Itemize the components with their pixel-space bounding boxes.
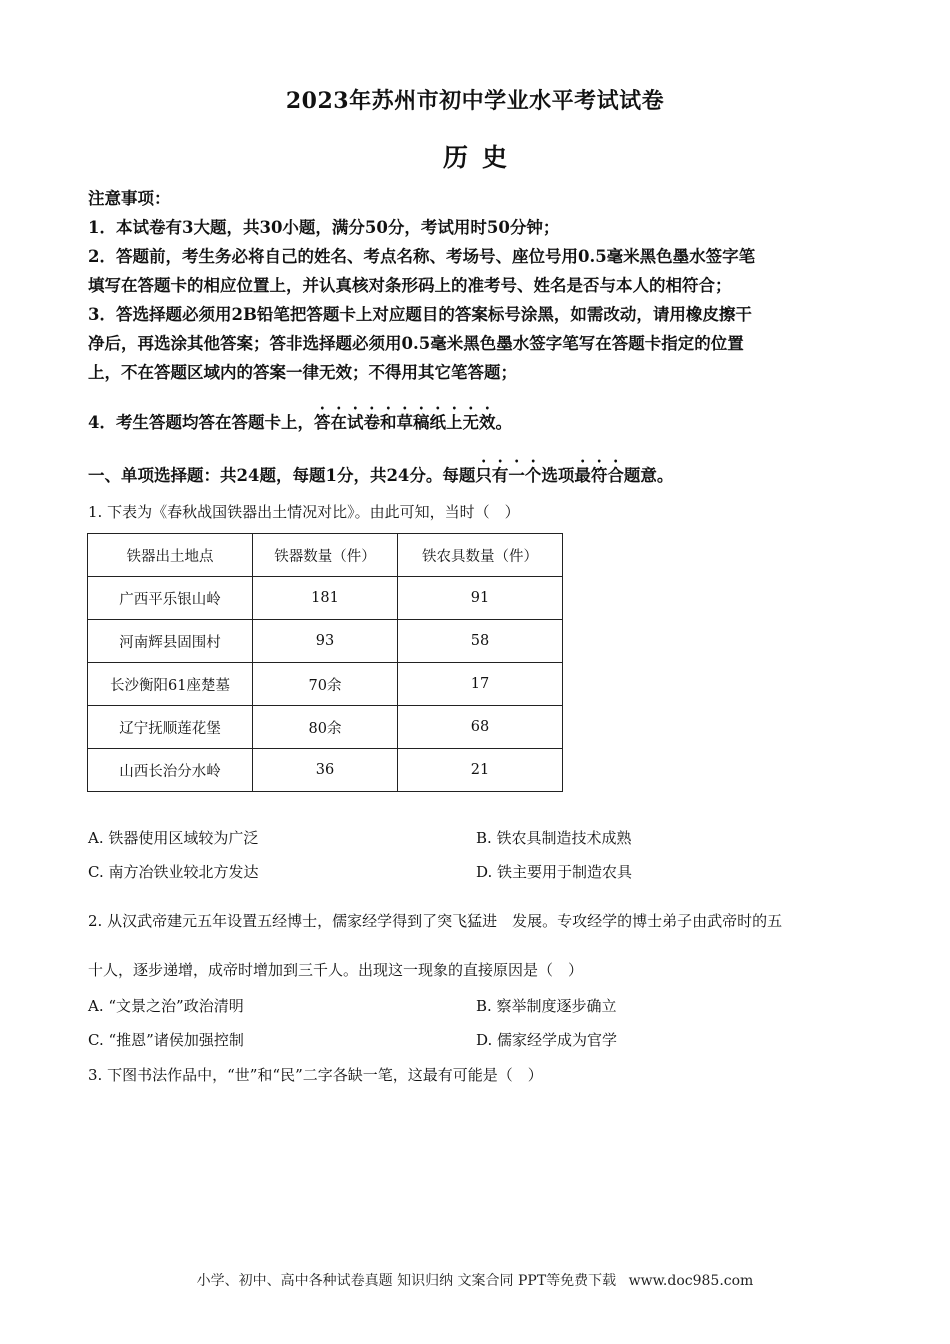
q2-option-c: C. “推恩”诸侯加强控制 — [88, 1031, 244, 1049]
table-row — [88, 577, 563, 620]
table-cell: 70余 — [253, 663, 398, 706]
table-cell: 91 — [398, 577, 563, 620]
q1-option-b: B. 铁农具制造技术成熟 — [476, 829, 632, 847]
q2-option-d: D. 儒家经学成为官学 — [476, 1031, 618, 1049]
section-1-emphasis-2: 最符合 — [574, 466, 624, 485]
table-cell: 广西平乐银山岭 — [88, 577, 253, 620]
q1-option-c: C. 南方冶铁业较北方发达 — [88, 863, 259, 881]
note-2-line-1: 2．答题前，考生务必将自己的姓名、考点名称、考场号、座位号用0.5毫米黑色墨水签字笔 — [88, 247, 756, 266]
footer-url[interactable]: www.doc985.com — [628, 1273, 754, 1289]
table-cell: 181 — [253, 577, 398, 620]
table-cell: 36 — [253, 749, 398, 792]
section-1-emphasis-1: 只有一个 — [475, 466, 542, 485]
section-1-mid: 选项 — [541, 466, 575, 485]
note-4 — [88, 403, 868, 437]
table-cell: 21 — [398, 749, 563, 792]
section-1-pre: 一、单项选择题：共24题，每题1分，共24分。每题 — [88, 466, 476, 485]
exam-title: 2023年苏州市初中学业水平考试试卷 — [285, 88, 665, 114]
table-header-cell: 铁器数量（件） — [253, 534, 398, 577]
table-row — [88, 663, 563, 706]
note-3-line-3: 上，不在答题区域内的答案一律无效；不得用其它笔答题； — [88, 363, 517, 382]
table-row — [88, 706, 563, 749]
q2-option-a: A. “文景之治”政治清明 — [88, 997, 244, 1015]
table-cell: 68 — [398, 706, 563, 749]
table-header-cell: 铁农具数量（件） — [398, 534, 563, 577]
q2-option-b: B. 察举制度逐步确立 — [476, 997, 617, 1015]
question-3-stem: 3. 下图书法作品中，“世”和“民”二字各缺一笔，这最有可能是（ ） — [88, 1066, 543, 1084]
table-cell: 17 — [398, 663, 563, 706]
question-1-stem: 1. 下表为《春秋战国铁器出土情况对比》。由此可知，当时（ ） — [88, 503, 520, 521]
note-4-pre: 4．考生答题均答在答题卡上， — [88, 413, 314, 432]
table-row — [88, 620, 563, 663]
table-cell: 93 — [253, 620, 398, 663]
table-row — [88, 749, 563, 792]
notes-heading: 注意事项： — [88, 189, 171, 208]
page-footer — [0, 1270, 950, 1290]
note-4-post: 。 — [495, 413, 512, 432]
question-2-stem-line-1: 2. 从汉武帝建元五年设置五经博士，儒家经学得到了突飞猛进 发展。专攻经学的博士弟子由武帝时的五 — [88, 912, 783, 930]
note-4-emphasis: 答在试卷和草稿纸上无效 — [313, 413, 496, 432]
note-2-line-2: 填写在答题卡的相应位置上，并认真核对条形码上的准考号、姓名是否与本人的相符合； — [88, 276, 732, 295]
table-header-row — [88, 534, 563, 577]
note-3-line-1: 3．答选择题必须用2B铅笔把答题卡上对应题目的答案标号涂黑，如需改动，请用橡皮擦干 — [88, 305, 752, 324]
table-cell: 长沙衡阳61座楚墓 — [88, 663, 253, 706]
iron-artifacts-table — [87, 533, 563, 792]
note-1: 1．本试卷有3大题，共30小题，满分50分，考试用时50分钟； — [88, 218, 560, 237]
section-1-post: 题意。 — [623, 466, 674, 485]
section-1-heading — [88, 456, 868, 490]
question-2-stem-line-2: 十人，逐步递增，成帝时增加到三千人。出现这一现象的直接原因是（ ） — [88, 961, 584, 979]
footer-text: 小学、初中、高中各种试卷真题 知识归纳 文案合同 PPT等免费下载 — [196, 1273, 617, 1289]
exam-notes — [88, 184, 868, 437]
table-cell: 山西长治分水岭 — [88, 749, 253, 792]
exam-subject: 历史 — [442, 143, 521, 172]
table-cell: 58 — [398, 620, 563, 663]
q1-option-a: A. 铁器使用区域较为广泛 — [88, 829, 259, 847]
table-header-cell: 铁器出土地点 — [88, 534, 253, 577]
table-cell: 河南辉县固围村 — [88, 620, 253, 663]
note-3-line-2: 净后，再选涂其他答案；答非选择题必须用0.5毫米黑色墨水签字笔写在答题卡指定的位置 — [88, 334, 744, 353]
table-cell: 辽宁抚顺莲花堡 — [88, 706, 253, 749]
q1-option-d: D. 铁主要用于制造农具 — [476, 863, 633, 881]
table-cell: 80余 — [253, 706, 398, 749]
